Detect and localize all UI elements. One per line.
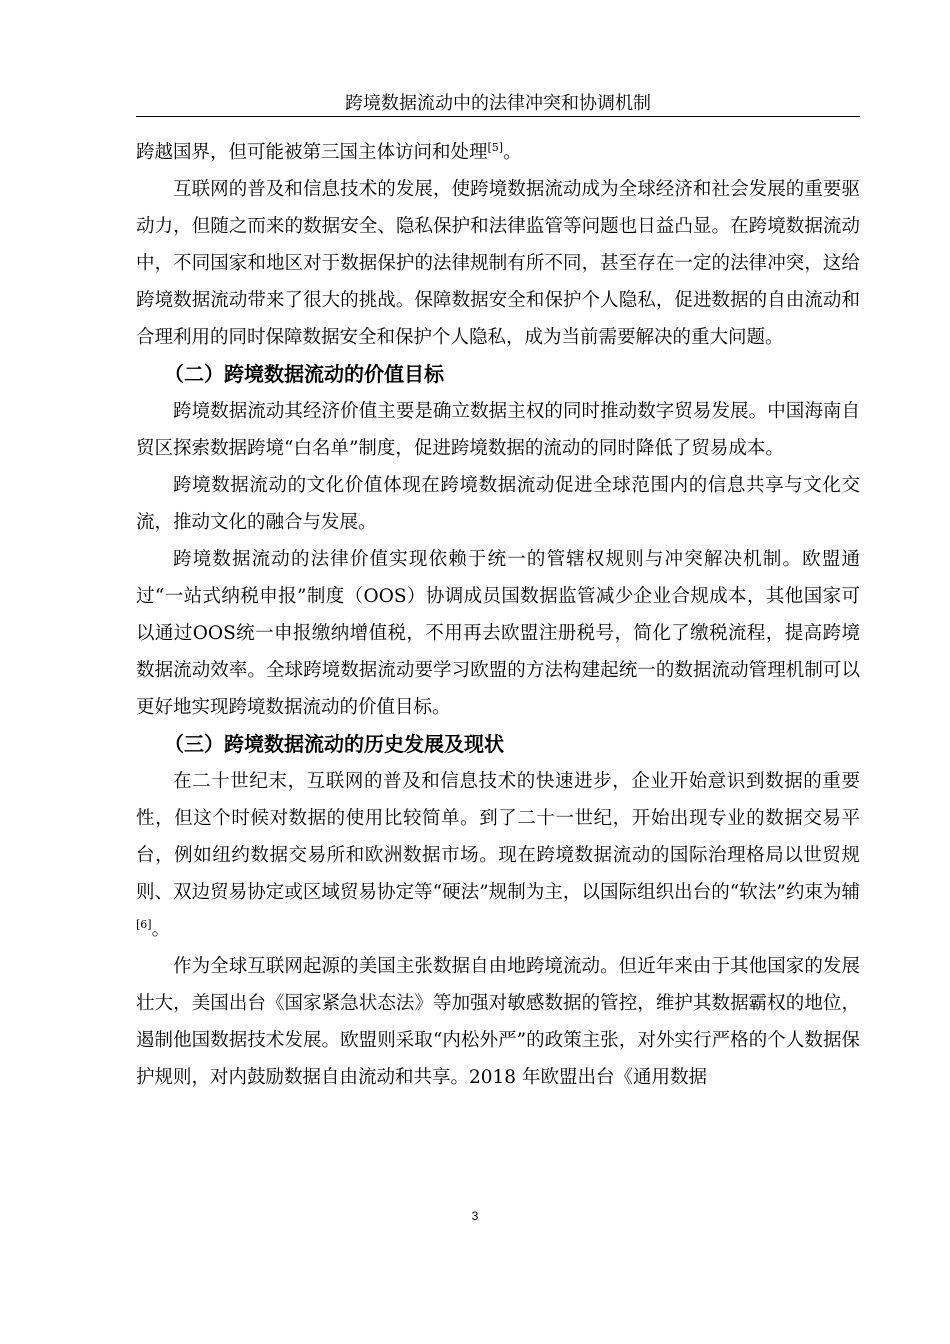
header-rule [136,116,860,117]
paragraph-tail: 。 [503,142,522,163]
citation-ref: [6] [136,918,152,931]
citation-ref: [5] [487,141,504,154]
paragraph: 跨境数据流动其经济价值主要是确立数据主权的同时推动数字贸易发展。中国海南自贸区探索数据跨境“白名单”制度，促进跨境数据的流动的同时降低了贸易成本。 [136,401,860,459]
paragraph [136,763,860,948]
paragraph: 跨境数据流动的文化价值体现在跨境数据流动促进全球范围内的信息共享与文化交流，推动文化的融合与发展。 [136,475,860,533]
section-heading: （二）跨境数据流动的价值目标 [164,362,444,386]
page-number: 3 [471,1209,479,1223]
page-body [136,134,860,1096]
paragraph: 作为全球互联网起源的美国主张数据自由地跨境流动。但近年来由于其他国家的发展壮大，美国出台《国家紧急状态法》等加强对敏感数据的管控，维护其数据霸权的地位，遏制他国数据技术发展。欧盟则采取“内松外严”的政策主张，对外实行严格的个人数据保护规则，对内鼓励数据自由流动和共享。2018 年欧盟出台《通用数据 [136,956,860,1088]
running-header: 跨境数据流动中的法律冲突和协调机制 [345,93,651,114]
paragraph-text: 跨越国界，但可能被第三国主体访问和处理 [136,142,488,163]
paragraph-text: 在二十世纪末，互联网的普及和信息技术的快速进步，企业开始意识到数据的重要性，但这个时候对数据的使用比较简单。到了二十一世纪，开始出现专业的数据交易平台，例如纽约数据交易所和欧洲数据市场。现在跨境数据流动的国际治理格局以世贸规则、双边贸易协定或区域贸易协定等“硬法”规制为主，以国际组织出台的“软法”约束为辅 [136,771,860,903]
paragraph: 跨境数据流动的法律价值实现依赖于统一的管辖权规则与冲突解决机制。欧盟通过“一站式纳税申报”制度（OOS）协调成员国数据监管减少企业合规成本，其他国家可以通过OOS统一申报缴纳增值税，不用再去欧盟注册税号，简化了缴税流程，提高跨境数据流动效率。全球跨境数据流动要学习欧盟的方法构建起统一的数据流动管理机制可以更好地实现跨境数据流动的价值目标。 [136,549,860,718]
section-heading: （三）跨境数据流动的历史发展及现状 [164,732,504,756]
paragraph-tail: 。 [151,919,171,940]
paragraph: 互联网的普及和信息技术的发展，使跨境数据流动成为全球经济和社会发展的重要驱动力，但随之而来的数据安全、隐私保护和法律监管等问题也日益凸显。在跨境数据流动中，不同国家和地区对于数据保护的法律规制有所不同，甚至存在一定的法律冲突，这给跨境数据流动带来了很大的挑战。保障数据安全和保护个人隐私，促进数据的自由流动和合理利用的同时保障数据安全和保护个人隐私，成为当前需要解决的重大问题。 [136,179,860,348]
paragraph-continuation [136,134,860,171]
